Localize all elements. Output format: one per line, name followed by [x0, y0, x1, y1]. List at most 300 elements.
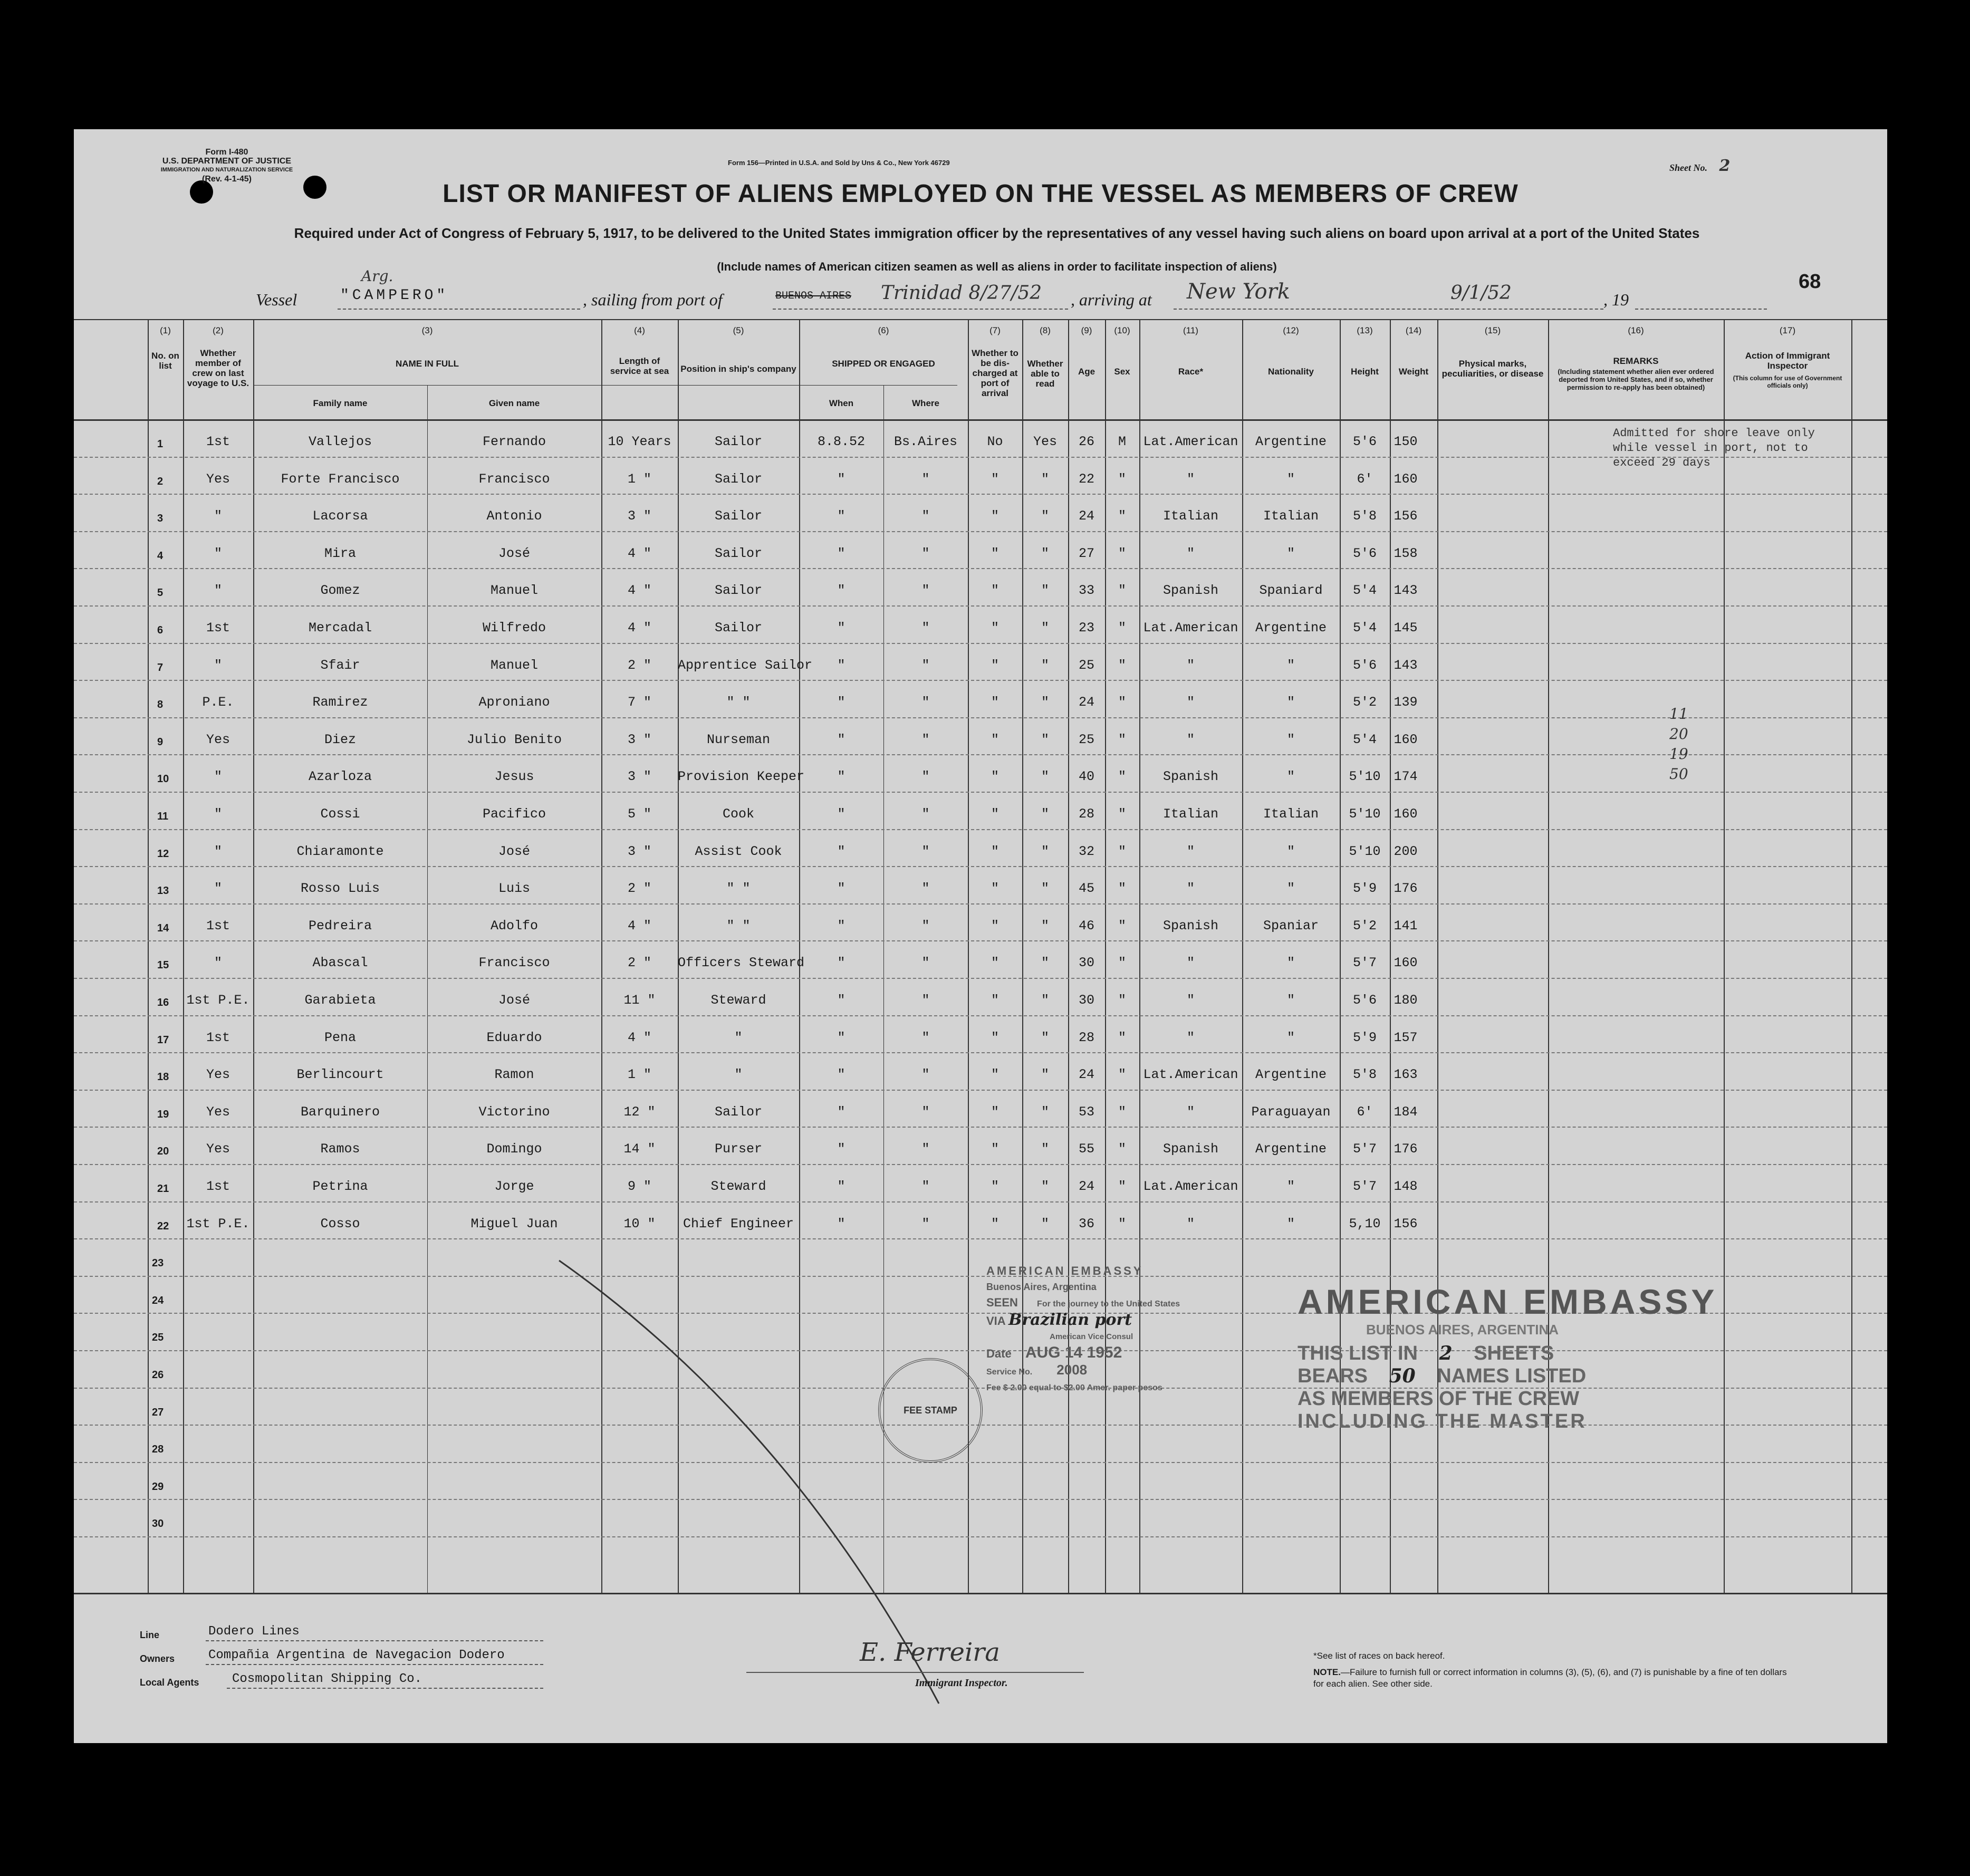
- cell-family: Vallejos: [308, 434, 372, 449]
- header-read: Whether able to read: [1027, 359, 1063, 389]
- cell-position: " ": [726, 881, 751, 897]
- cell-disch: ": [991, 545, 999, 561]
- cell-sex: M: [1118, 434, 1126, 449]
- stamp-city: Buenos Aires, Argentina: [986, 1282, 1097, 1292]
- cell-when: 8.8.52: [817, 434, 865, 449]
- cell-height: 5'7: [1352, 1141, 1377, 1157]
- embassy-stamp: AMERICAN EMBASSY BUENOS AIRES, ARGENTINA THIS LIST IN 2 SHEETS BEARS 50 NAMES LISTED AS MEMBERS OF THE CREW INCLUDING THE MASTER: [1298, 1282, 1718, 1432]
- cell-voyage: ": [214, 955, 222, 971]
- row-number: 21: [157, 1183, 169, 1195]
- cell-voyage: 1st: [206, 620, 230, 636]
- column-number: (9): [1081, 325, 1092, 335]
- cell-voyage: Yes: [206, 471, 230, 487]
- cell-read: ": [1041, 508, 1049, 524]
- cell-family: Abascal: [312, 955, 368, 971]
- cell-family: Garabieta: [304, 993, 376, 1008]
- cell-given: Pacifico: [482, 806, 546, 822]
- cell-sex: ": [1118, 545, 1126, 561]
- cell-given: Francisco: [478, 955, 550, 971]
- arriving-port: New York: [1187, 280, 1290, 304]
- cell-position: " ": [726, 918, 751, 934]
- cell-read: ": [1041, 955, 1049, 971]
- cell-race: Spanish: [1162, 769, 1219, 785]
- cell-disch: ": [991, 732, 999, 747]
- cell-voyage: ": [214, 769, 222, 785]
- cell-position: Cook: [722, 806, 754, 822]
- header-when: When: [829, 398, 854, 408]
- cell-nat: ": [1286, 471, 1295, 487]
- cell-race: ": [1186, 657, 1195, 673]
- cell-race: Lat.American: [1143, 1179, 1238, 1194]
- cell-weight: 160: [1394, 955, 1418, 971]
- cell-weight: 150: [1394, 434, 1418, 449]
- row-number: 26: [152, 1369, 164, 1381]
- cell-length: 14 ": [623, 1141, 656, 1157]
- cell-age: 27: [1078, 545, 1094, 561]
- cell-sex: ": [1118, 1141, 1126, 1157]
- cell-nat: Argentine: [1255, 434, 1327, 449]
- cell-given: Wilfredo: [482, 620, 546, 636]
- cell-sex: ": [1118, 1104, 1126, 1120]
- cell-when: ": [837, 1104, 845, 1120]
- cell-read: ": [1041, 1104, 1049, 1120]
- cell-voyage: 1st P.E.: [186, 993, 250, 1008]
- cell-family: Pena: [324, 1030, 356, 1045]
- row-number: 25: [152, 1332, 164, 1344]
- year-label: , 19: [1603, 290, 1629, 309]
- header-name: NAME IN FULL: [396, 359, 459, 369]
- cell-sex: ": [1118, 732, 1126, 747]
- cell-family: Ramos: [320, 1141, 360, 1157]
- cell-disch: ": [991, 583, 999, 599]
- cell-length: 3 ": [627, 843, 651, 859]
- cell-disch: ": [991, 769, 999, 785]
- row-number: 12: [157, 848, 169, 860]
- sheet-label: Sheet No.: [1669, 162, 1707, 173]
- cell-where: ": [921, 1104, 930, 1120]
- cell-position: Sailor: [714, 508, 762, 524]
- cell-weight: 141: [1394, 918, 1418, 934]
- cell-given: Eduardo: [486, 1030, 542, 1045]
- cell-height: 5'4: [1352, 732, 1377, 747]
- cell-voyage: 1st: [206, 434, 230, 449]
- cell-height: 5'8: [1352, 508, 1377, 524]
- row-number: 10: [157, 773, 169, 785]
- sheet-number-label: [1669, 157, 1730, 175]
- cell-when: ": [837, 732, 845, 747]
- cell-length: 4 ": [627, 918, 651, 934]
- header-physical: Physical marks, peculiarities, or disease: [1442, 359, 1544, 379]
- cell-when: ": [837, 657, 845, 673]
- cell-weight: 163: [1394, 1067, 1418, 1083]
- cell-race: Spanish: [1162, 583, 1219, 599]
- cell-age: 30: [1078, 993, 1094, 1008]
- cell-when: ": [837, 620, 845, 636]
- page-number: 68: [1799, 271, 1821, 293]
- cell-where: ": [921, 583, 930, 599]
- cell-where: ": [921, 1216, 930, 1232]
- vessel-label: Vessel: [256, 290, 297, 309]
- service: IMMIGRATION AND NATURALIZATION SERVICE: [160, 167, 293, 173]
- cell-nat: ": [1286, 732, 1295, 747]
- cell-weight: 184: [1394, 1104, 1418, 1120]
- cell-when: ": [837, 1030, 845, 1045]
- cell-disch: ": [991, 1179, 999, 1194]
- cell-position: Assist Cook: [695, 843, 782, 859]
- cell-voyage: Yes: [206, 732, 230, 747]
- cell-nat: Italian: [1263, 806, 1319, 822]
- header-family: Family name: [313, 398, 368, 408]
- footer-agents-value: Cosmopolitan Shipping Co.: [232, 1672, 422, 1686]
- cell-age: 24: [1078, 1067, 1094, 1083]
- cell-race: ": [1186, 881, 1195, 897]
- cell-where: ": [921, 955, 930, 971]
- cell-disch: No: [987, 434, 1003, 449]
- subtitle-note: (Include names of American citizen seamen as well as aliens in order to facilitate inspection of aliens): [717, 260, 1277, 273]
- cell-height: 5'6: [1352, 545, 1377, 561]
- cell-given: Francisco: [478, 471, 550, 487]
- cell-length: 2 ": [627, 657, 651, 673]
- cell-age: 40: [1078, 769, 1094, 785]
- cell-position: ": [734, 1067, 743, 1083]
- cell-disch: ": [991, 1104, 999, 1120]
- cell-age: 24: [1078, 508, 1094, 524]
- cell-race: ": [1186, 1030, 1195, 1045]
- sailing-label: , sailing from port of: [583, 290, 723, 309]
- header-age: Age: [1078, 367, 1095, 377]
- row-number: 20: [157, 1146, 169, 1158]
- cell-weight: 156: [1394, 1216, 1418, 1232]
- cell-family: Forte Francisco: [281, 471, 400, 487]
- header-nationality: Nationality: [1268, 367, 1314, 377]
- cell-disch: ": [991, 1067, 999, 1083]
- cell-where: ": [921, 471, 930, 487]
- cell-length: 4 ": [627, 1030, 651, 1045]
- cell-weight: 176: [1394, 881, 1418, 897]
- cell-disch: ": [991, 1141, 999, 1157]
- cell-where: ": [921, 1067, 930, 1083]
- cell-given: Aproniano: [478, 695, 550, 710]
- cell-where: ": [921, 508, 930, 524]
- cell-disch: ": [991, 1030, 999, 1045]
- header-remarks: REMARKS: [1613, 356, 1659, 366]
- cell-age: 36: [1078, 1216, 1094, 1232]
- cell-age: 25: [1078, 732, 1094, 747]
- cell-age: 55: [1078, 1141, 1094, 1157]
- cell-disch: ": [991, 508, 999, 524]
- column-number: (12): [1283, 325, 1299, 335]
- cell-age: 30: [1078, 955, 1094, 971]
- cell-where: ": [921, 732, 930, 747]
- page-title: LIST OR MANIFEST OF ALIENS EMPLOYED ON THE VESSEL AS MEMBERS OF CREW: [443, 180, 1519, 208]
- cell-weight: 180: [1394, 993, 1418, 1008]
- cell-where: ": [921, 695, 930, 710]
- cell-sex: ": [1118, 1179, 1126, 1194]
- cell-sex: ": [1118, 993, 1126, 1008]
- row-number: 16: [157, 997, 169, 1008]
- cell-weight: 156: [1394, 508, 1418, 524]
- header-given: Given name: [488, 398, 540, 408]
- cell-length: 3 ": [627, 732, 651, 747]
- header-no: No. on list: [151, 351, 179, 371]
- cell-family: Mira: [324, 545, 356, 561]
- cell-age: 45: [1078, 881, 1094, 897]
- cell-read: ": [1041, 545, 1049, 561]
- cell-nat: ": [1286, 843, 1295, 859]
- cell-nat: ": [1286, 881, 1295, 897]
- cell-length: 7 ": [627, 695, 651, 710]
- cell-sex: ": [1118, 620, 1126, 636]
- row-number: 9: [157, 736, 164, 748]
- remarks-text: Admitted for shore leave only while vessel in port, not to exceed 29 days: [1613, 427, 1815, 469]
- cell-race: ": [1186, 471, 1195, 487]
- cell-family: Mercadal: [308, 620, 372, 636]
- inspector-signature: E. Ferreira: [860, 1638, 1000, 1667]
- header-remarks-note: (Including statement whether alien ever ordered deported from United States, and if so, whether permission to re-apply has been obtained): [1558, 368, 1714, 391]
- cell-length: 2 ": [627, 881, 651, 897]
- cell-where: ": [921, 1030, 930, 1045]
- cell-voyage: ": [214, 806, 222, 822]
- cell-voyage: P.E.: [202, 695, 234, 710]
- cell-weight: 174: [1394, 769, 1418, 785]
- cell-disch: ": [991, 471, 999, 487]
- cell-position: ": [734, 1030, 743, 1045]
- cell-height: 5'8: [1352, 1067, 1377, 1083]
- arriving-label: , arriving at: [1071, 290, 1152, 309]
- department: U.S. DEPARTMENT OF JUSTICE: [162, 157, 292, 166]
- cell-when: ": [837, 695, 845, 710]
- cell-voyage: ": [214, 881, 222, 897]
- cell-family: Rosso Luis: [300, 881, 380, 897]
- row-number: 24: [152, 1294, 164, 1306]
- header-position: Position in ship's company: [680, 364, 796, 374]
- cell-where: ": [921, 918, 930, 934]
- cell-given: José: [498, 993, 530, 1008]
- row-number: 13: [157, 885, 169, 897]
- cell-position: Steward: [710, 1179, 766, 1194]
- cell-position: Steward: [710, 993, 766, 1008]
- cell-height: 5'9: [1352, 1030, 1377, 1045]
- cell-age: 26: [1078, 434, 1094, 449]
- cell-position: Sailor: [714, 1104, 762, 1120]
- cell-height: 5'6: [1352, 434, 1377, 449]
- sailing-port: Trinidad 8/27/52: [881, 282, 1042, 304]
- column-number: (1): [160, 325, 171, 335]
- cell-sex: ": [1118, 955, 1126, 971]
- cell-where: ": [921, 620, 930, 636]
- cell-where: ": [921, 545, 930, 561]
- cell-given: Jorge: [494, 1179, 534, 1194]
- cell-when: ": [837, 508, 845, 524]
- header-race: Race*: [1178, 367, 1204, 377]
- cell-read: ": [1041, 657, 1049, 673]
- cell-given: Adolfo: [490, 918, 538, 934]
- cell-voyage: ": [214, 843, 222, 859]
- row-number: 8: [157, 699, 164, 711]
- cell-age: 25: [1078, 657, 1094, 673]
- cell-given: Ramon: [494, 1067, 534, 1083]
- cell-read: ": [1041, 1216, 1049, 1232]
- cell-disch: ": [991, 881, 999, 897]
- cell-read: ": [1041, 806, 1049, 822]
- cell-length: 3 ": [627, 508, 651, 524]
- cell-disch: ": [991, 993, 999, 1008]
- cell-height: 5'2: [1352, 695, 1377, 710]
- header-voyage: Whether member of crew on last voyage to U.S.: [187, 348, 249, 388]
- cell-height: 6': [1357, 471, 1373, 487]
- cell-given: Jesus: [494, 769, 534, 785]
- header-shipped: SHIPPED OR ENGAGED: [832, 359, 935, 369]
- cell-weight: 160: [1394, 732, 1418, 747]
- cell-race: ": [1186, 545, 1195, 561]
- arrival-date: 9/1/52: [1450, 282, 1512, 304]
- tally-marks: 11 20 19 50: [1669, 705, 1688, 783]
- row-number: 17: [157, 1034, 169, 1046]
- footer-agents-label: Local Agents: [140, 1677, 199, 1688]
- header-sex: Sex: [1114, 367, 1130, 377]
- cell-where: ": [921, 657, 930, 673]
- cell-nat: ": [1286, 993, 1295, 1008]
- cell-length: 4 ": [627, 545, 651, 561]
- cell-age: 23: [1078, 620, 1094, 636]
- cell-nat: ": [1286, 1216, 1295, 1232]
- footer-owners-label: Owners: [140, 1653, 175, 1664]
- header-weight: Weight: [1398, 367, 1429, 377]
- cell-position: Nurseman: [706, 732, 771, 747]
- form-number: Form I-480: [205, 148, 248, 157]
- cell-disch: ": [991, 695, 999, 710]
- cell-given: Julio Benito: [466, 732, 562, 747]
- cell-nat: ": [1286, 657, 1295, 673]
- cell-race: Spanish: [1162, 918, 1219, 934]
- cell-read: ": [1041, 843, 1049, 859]
- row-number: 2: [157, 475, 164, 487]
- races-note: *See list of races on back hereof.: [1313, 1651, 1445, 1661]
- cell-length: 1 ": [627, 1067, 651, 1083]
- cell-race: ": [1186, 843, 1195, 859]
- cell-nat: ": [1286, 769, 1295, 785]
- cell-disch: ": [991, 1216, 999, 1232]
- cell-read: ": [1041, 1067, 1049, 1083]
- cell-read: ": [1041, 993, 1049, 1008]
- row-number: 19: [157, 1108, 169, 1120]
- cell-nat: Paraguayan: [1251, 1104, 1331, 1120]
- cell-nat: Argentine: [1255, 620, 1327, 636]
- cell-race: ": [1186, 955, 1195, 971]
- footer-line-value: Dodero Lines: [208, 1624, 300, 1639]
- cell-length: 5 ": [627, 806, 651, 822]
- cell-weight: 145: [1394, 620, 1418, 636]
- cell-age: 33: [1078, 583, 1094, 599]
- row-number: 15: [157, 959, 169, 971]
- cell-length: 11 ": [623, 993, 656, 1008]
- cell-given: Fernando: [482, 434, 546, 449]
- cell-race: Lat.American: [1143, 620, 1238, 636]
- cell-voyage: 1st: [206, 1179, 230, 1194]
- stamp-embassy: AMERICAN EMBASSY: [986, 1264, 1143, 1277]
- cell-length: 4 ": [627, 583, 651, 599]
- cell-weight: 143: [1394, 657, 1418, 673]
- cell-length: 1 ": [627, 471, 651, 487]
- cell-age: 46: [1078, 918, 1094, 934]
- cell-nat: Spaniar: [1263, 918, 1319, 934]
- cell-given: José: [498, 545, 530, 561]
- sheet-value: 2: [1719, 157, 1731, 175]
- cell-race: ": [1186, 1216, 1195, 1232]
- cell-age: 53: [1078, 1104, 1094, 1120]
- cell-race: Lat.American: [1143, 434, 1238, 449]
- cell-height: 5'10: [1349, 843, 1381, 859]
- cell-length: 12 ": [623, 1104, 656, 1120]
- cell-when: ": [837, 583, 845, 599]
- cell-length: 4 ": [627, 620, 651, 636]
- column-number: (6): [878, 325, 889, 335]
- column-number: (5): [733, 325, 744, 335]
- cell-family: Barquinero: [300, 1104, 380, 1120]
- cell-age: 28: [1078, 1030, 1094, 1045]
- cell-sex: ": [1118, 657, 1126, 673]
- cell-weight: 157: [1394, 1030, 1418, 1045]
- cell-race: ": [1186, 732, 1195, 747]
- cell-disch: ": [991, 843, 999, 859]
- cell-voyage: ": [214, 545, 222, 561]
- cell-position: Sailor: [714, 471, 762, 487]
- cell-where: Bs.Aires: [893, 434, 958, 449]
- cell-nat: ": [1286, 955, 1295, 971]
- cell-where: ": [921, 993, 930, 1008]
- row-number: 7: [157, 661, 164, 674]
- column-number: (15): [1484, 325, 1501, 335]
- cell-when: ": [837, 843, 845, 859]
- cell-family: Azarloza: [308, 769, 372, 785]
- cell-voyage: 1st: [206, 918, 230, 934]
- cell-sex: ": [1118, 881, 1126, 897]
- cell-race: Italian: [1162, 806, 1219, 822]
- footer-line-label: Line: [140, 1630, 160, 1640]
- cell-when: ": [837, 769, 845, 785]
- cell-nat: Argentine: [1255, 1067, 1327, 1083]
- cell-given: Luis: [498, 881, 530, 897]
- cell-given: Manuel: [490, 657, 538, 673]
- cell-voyage: Yes: [206, 1067, 230, 1083]
- cell-family: Petrina: [312, 1179, 368, 1194]
- cell-where: ": [921, 1141, 930, 1157]
- cell-family: Cossi: [320, 806, 360, 822]
- cell-height: 5'7: [1352, 955, 1377, 971]
- cell-disch: ": [991, 955, 999, 971]
- row-number: 18: [157, 1071, 169, 1083]
- cell-when: ": [837, 918, 845, 934]
- cell-race: Italian: [1162, 508, 1219, 524]
- cell-family: Gomez: [320, 583, 360, 599]
- cell-voyage: ": [214, 583, 222, 599]
- cell-position: Chief Engineer: [683, 1216, 794, 1232]
- vessel-name: "CAMPERO": [340, 287, 449, 304]
- column-number: (13): [1357, 325, 1373, 335]
- cell-position: Sailor: [714, 545, 762, 561]
- vessel-flag: Arg.: [361, 267, 393, 285]
- cell-height: 5'2: [1352, 918, 1377, 934]
- header-height: Height: [1351, 367, 1379, 377]
- cell-age: 24: [1078, 695, 1094, 710]
- cell-nat: Italian: [1263, 508, 1319, 524]
- header-action-note: (This column for use of Government officials only): [1733, 374, 1842, 389]
- cell-when: ": [837, 955, 845, 971]
- cell-sex: ": [1118, 806, 1126, 822]
- cell-weight: 176: [1394, 1141, 1418, 1157]
- cell-voyage: ": [214, 657, 222, 673]
- cell-position: " ": [726, 695, 751, 710]
